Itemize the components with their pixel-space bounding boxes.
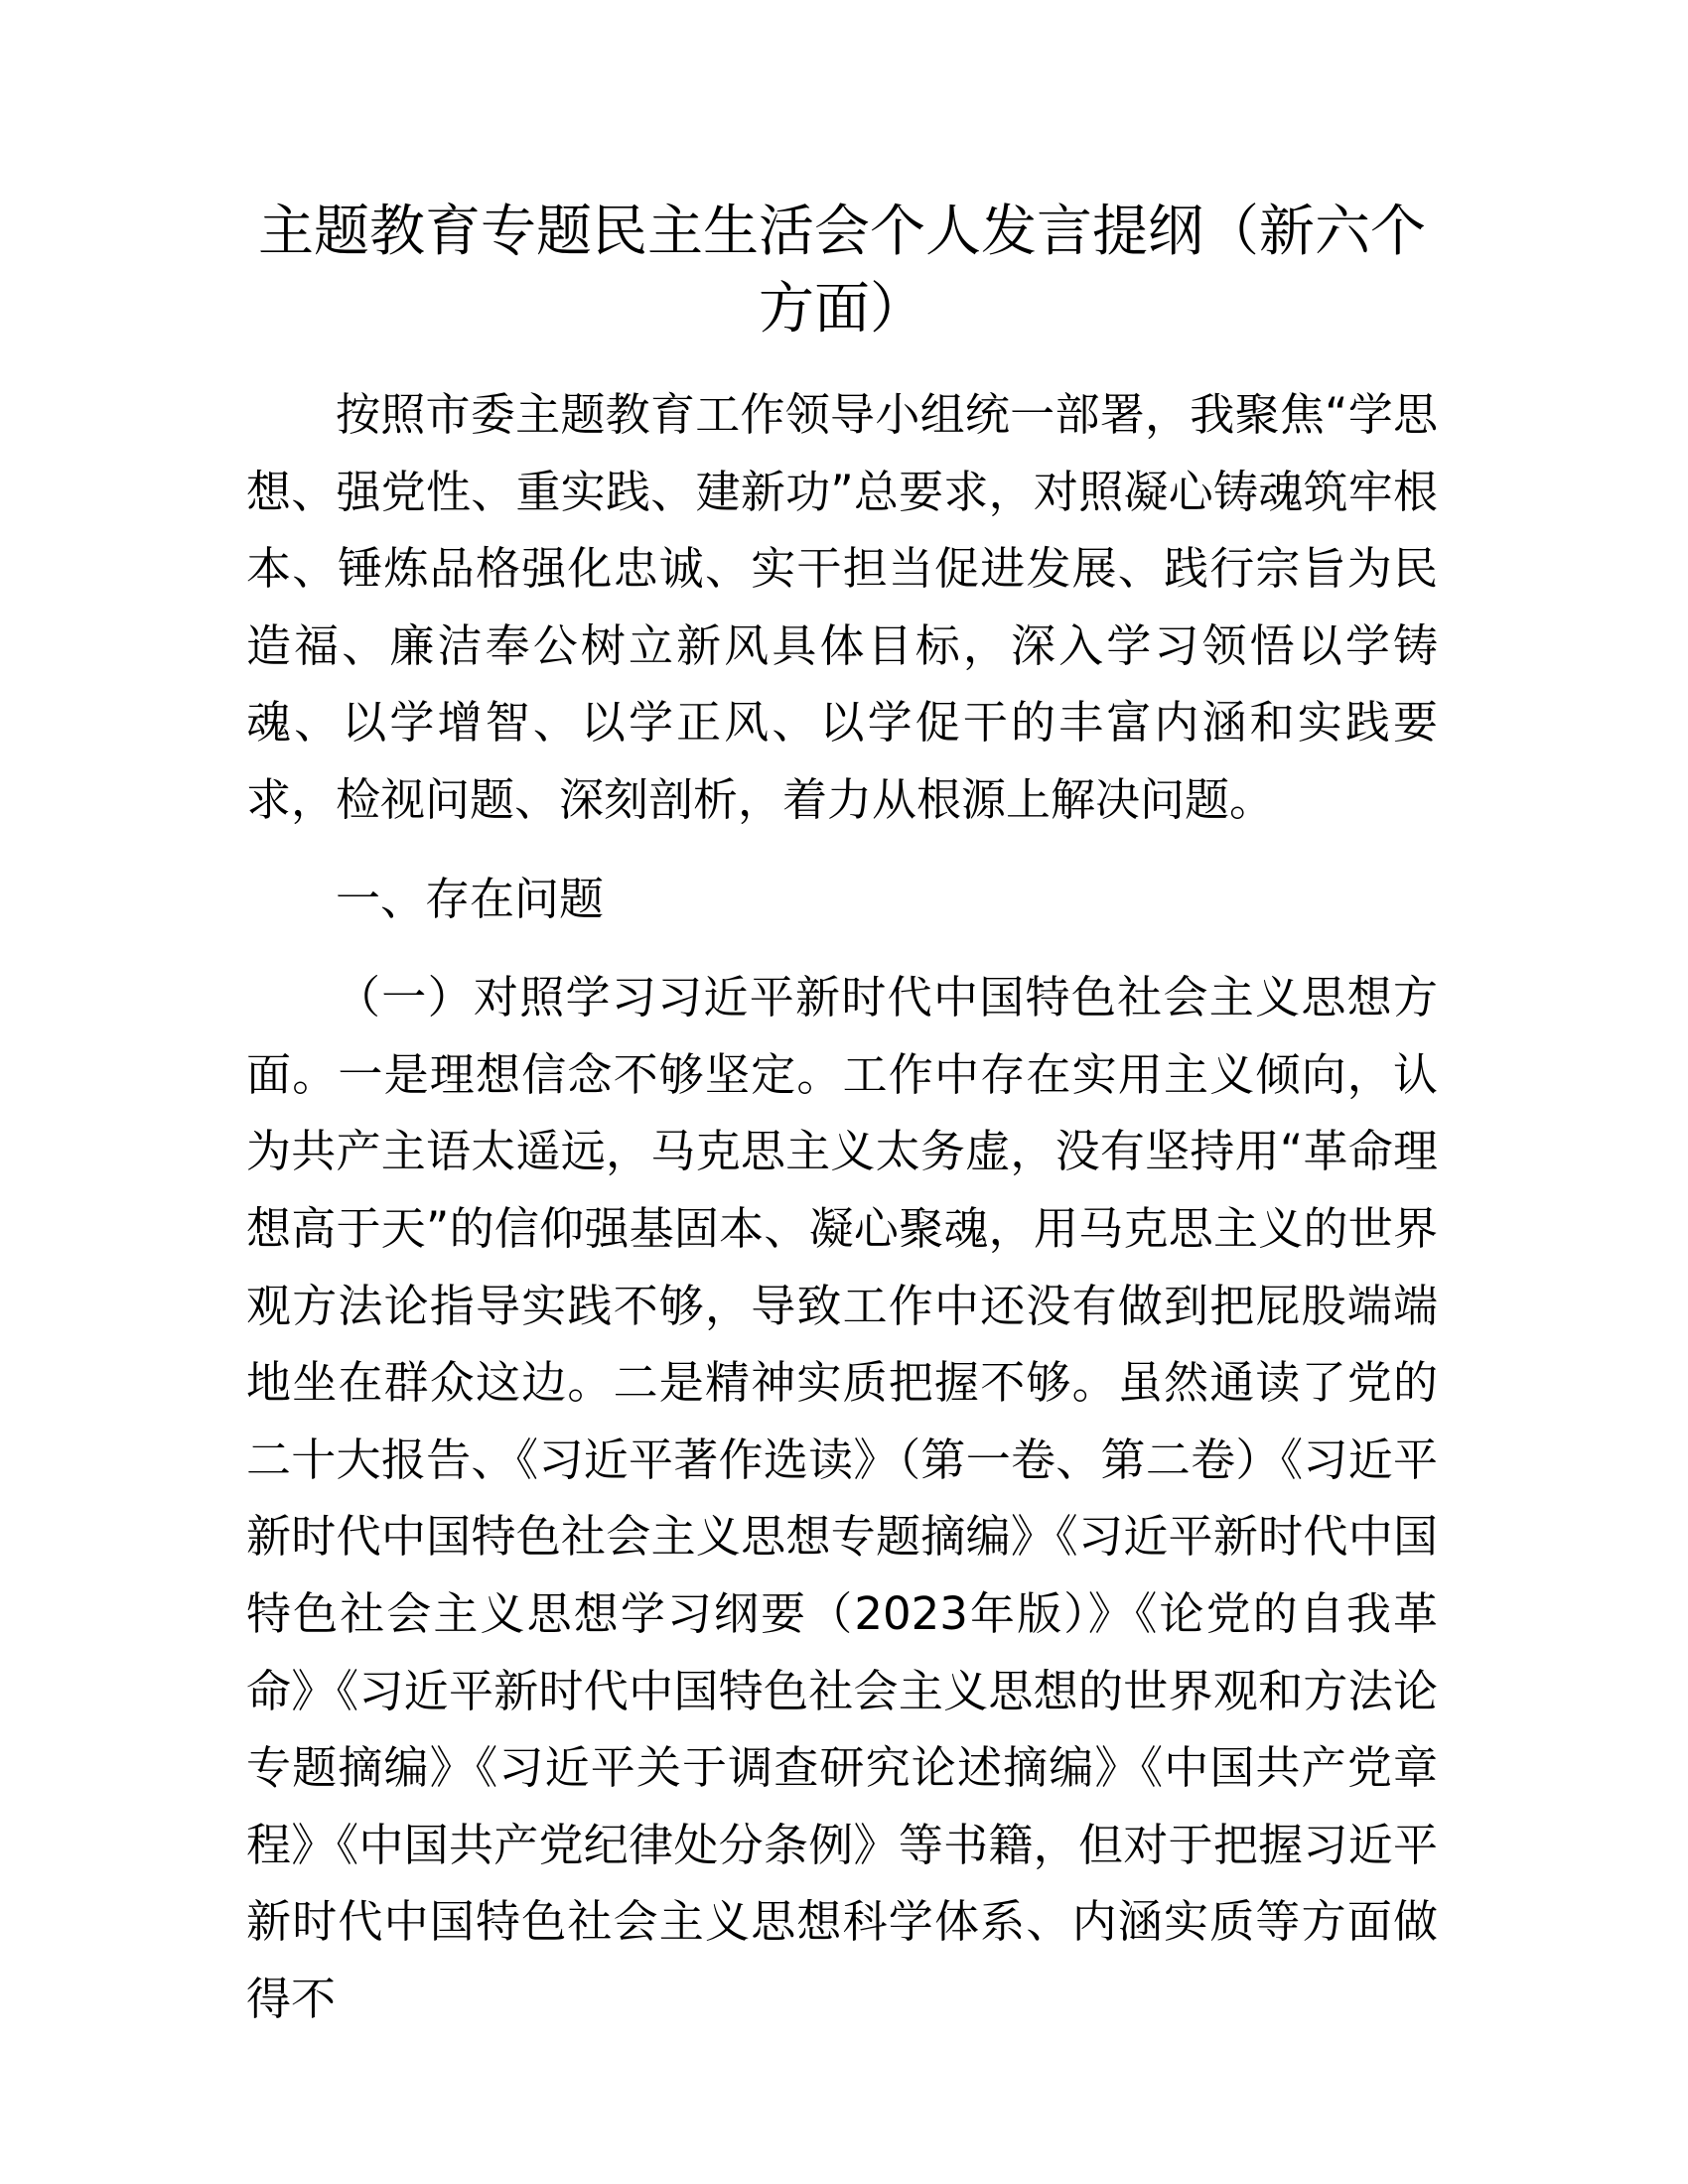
document-body (246, 376, 1438, 2037)
intro-paragraph: 按照市委主题教育工作领导小组统一部署，我聚焦“学思想、强党性、重实践、建新功”总要求，对照凝心铸魂筑牢根本、锤炼品格强化忠诚、实干担当促进发展、践行宗旨为民造福、廉洁奉公树立新风具体目标，深入学习领悟以学铸魂、以学增智、以学正风、以学促干的丰富内涵和实践要求，检视问题、深刻剖析，着力从根源上解决问题。 (246, 388, 1438, 826)
section-paragraph: （一）对照学习习近平新时代中国特色社会主义思想方面。一是理想信念不够坚定。工作中存在实用主义倾向，认为共产主语太遥远，马克思主义太务虚，没有坚持用“革命理想高于天”的信仰强基固本、凝心聚魂，用马克思主义的世界观方法论指导实践不够，导致工作中还没有做到把屁股端端地坐在群众这边。二是精神实质把握不够。虽然通读了党的二十大报告、《习近平著作选读》（第一卷、第二卷）《习近平新时代中国特色社会主义思想专题摘编》《习近平新时代中国特色社会主义思想学习纲要（2023年版）》《论党的自我革命》《习近平新时代中国特色社会主义思想的世界观和方法论专题摘编》《习近平关于调查研究论述摘编》《中国共产党章程》《中国共产党纪律处分条例》等书籍，但对于把握习近平新时代中国特色社会主义思想科学体系、内涵实质等方面做得不 (246, 971, 1438, 2025)
document-title: 主题教育专题民主生活会个人发言提纲（新六个方面） (258, 200, 1426, 341)
section-heading: 一、存在问题 (336, 872, 605, 925)
